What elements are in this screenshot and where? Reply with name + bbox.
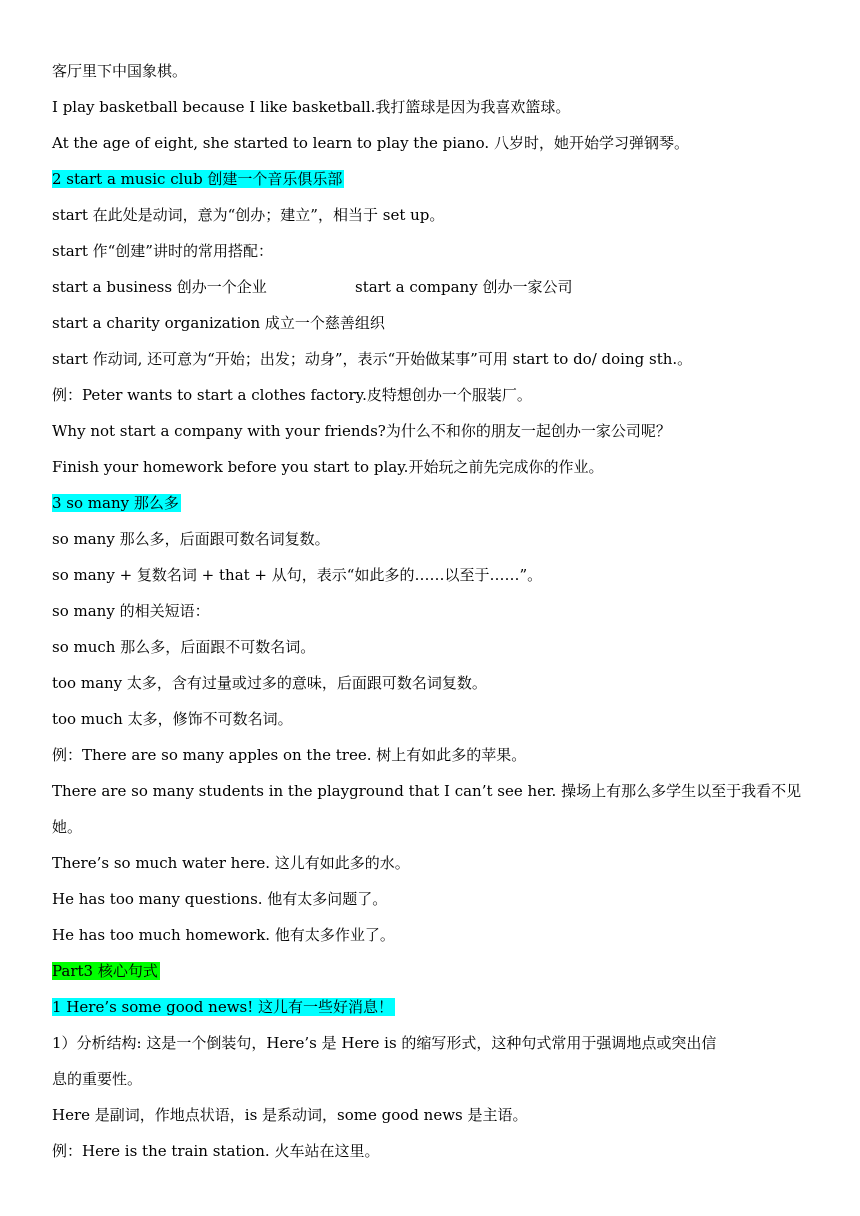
text-line: so much 那么多，后面跟不可数名词。 [52,638,316,656]
section-heading [52,492,181,514]
text-line: 1）分析结构: 这是一个倒装句，Here’s 是 Here is 的缩写形式，这种句式常用于强调地点或突出信 [52,1034,717,1052]
text-line: 例：There are so many apples on the tree. 树上有如此多的苹果。 [52,746,527,764]
text-line: 她。 [52,818,83,836]
part-highlight: Part3 核心句式 [52,962,158,980]
section-heading [52,168,344,190]
text-line: 客厅里下中国象棋。 [52,62,188,80]
text-line: He has too many questions. 他有太多问题了。 [52,890,388,908]
text-line: At the age of eight, she started to learn to play the piano. 八岁时，她开始学习弹钢琴。 [52,134,689,152]
text-line: Finish your homework before you start to play.开始玩之前先完成你的作业。 [52,458,604,476]
heading-highlight: 3 so many 那么多 [52,494,179,512]
text-line: There’s so much water here. 这儿有如此多的水。 [52,854,410,872]
heading-highlight: 1 Here’s some good news! 这儿有一些好消息！ [52,998,394,1016]
text-line: start a charity organization 成立一个慈善组织 [52,314,385,332]
column-left: start a business 创办一个企业 [52,278,267,296]
text-line: Why not start a company with your friends?为什么不和你的朋友一起创办一家公司呢？ [52,422,671,440]
text-line: There are so many students in the playground that I can’t see her. 操场上有那么多学生以至于我看不见 [52,782,802,800]
text-line: start 作“创建”讲时的常用搭配： [52,242,273,260]
text-line: 例：Here is the train station. 火车站在这里。 [52,1142,380,1160]
heading-highlight: 2 start a music club 创建一个音乐俱乐部 [52,170,343,188]
column-right: start a company 创办一家公司 [355,278,573,296]
text-line: Here 是副词，作地点状语，is 是系动词，some good news 是主语。 [52,1106,528,1124]
text-line: start 在此处是动词，意为“创办；建立”，相当于 set up。 [52,206,445,224]
text-line: He has too much homework. 他有太多作业了。 [52,926,395,944]
part-heading [52,960,160,982]
text-line-two-column [52,276,573,298]
text-line: so many 那么多，后面跟可数名词复数。 [52,530,330,548]
text-line: I play basketball because I like basketball.我打篮球是因为我喜欢篮球。 [52,98,571,116]
text-line: 息的重要性。 [52,1070,143,1088]
text-line: start 作动词, 还可意为“开始；出发；动身”，表示“开始做某事”可用 start to do/ doing sth.。 [52,350,693,368]
text-line: 例：Peter wants to start a clothes factory.皮特想创办一个服装厂。 [52,386,532,404]
section-heading [52,996,395,1018]
text-line: so many 的相关短语： [52,602,210,620]
text-line: too much 太多，修饰不可数名词。 [52,710,293,728]
text-line: too many 太多，含有过量或过多的意味，后面跟可数名词复数。 [52,674,487,692]
text-line: so many + 复数名词 + that + 从句，表示“如此多的……以至于……”。 [52,566,543,584]
